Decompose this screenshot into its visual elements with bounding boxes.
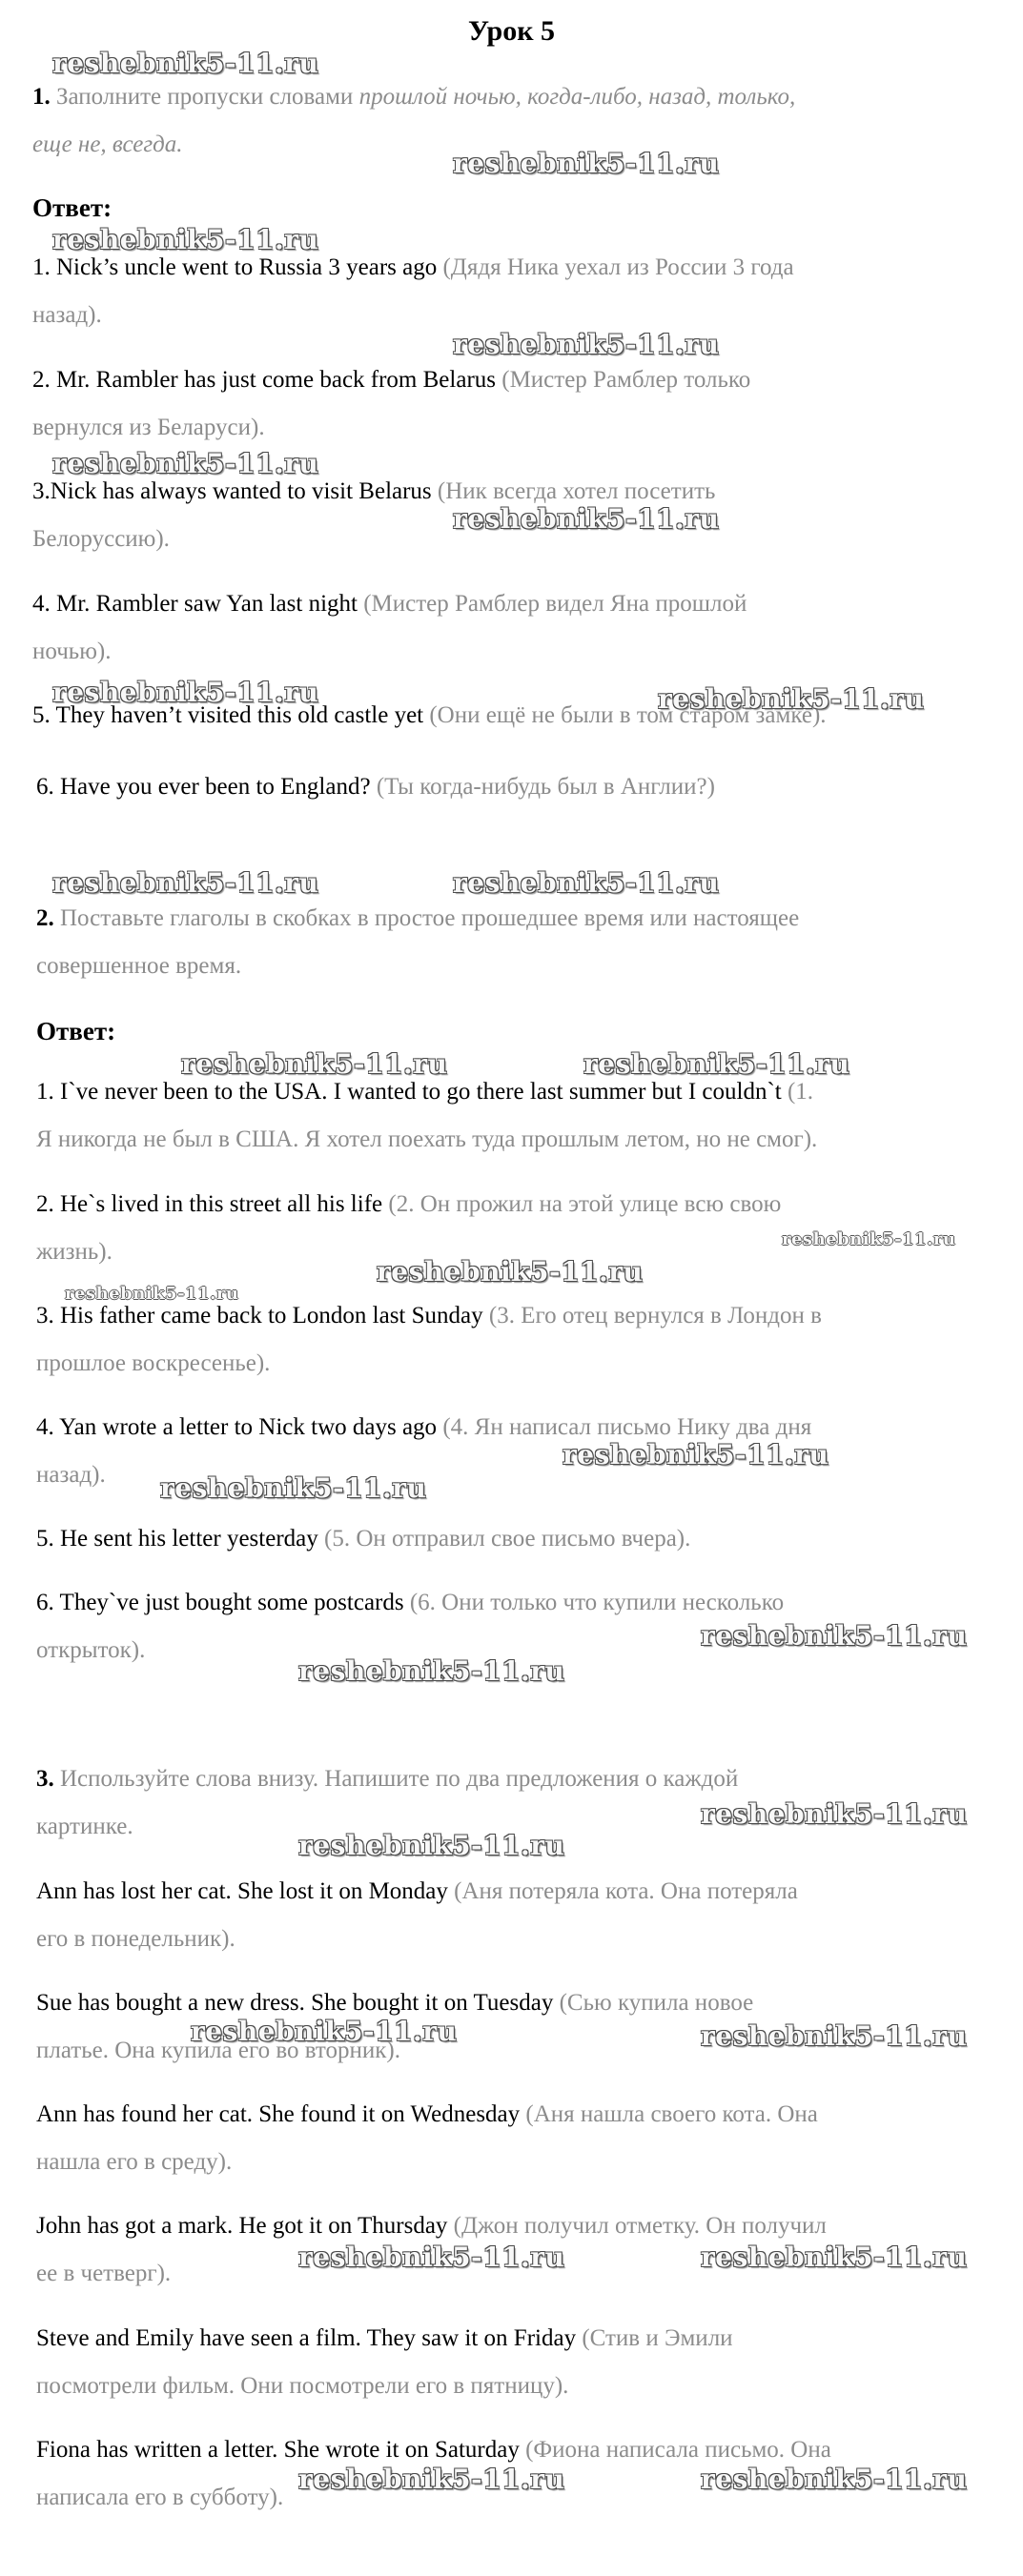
task1-item-4-cont: ночью). [32, 639, 112, 664]
task3-item-6 [36, 2437, 831, 2464]
item-en: 3.Nick has always wanted to visit Belarus [32, 478, 432, 504]
task2-number: 2. [36, 905, 54, 931]
item-en: Steve and Emily have seen a film. They saw it on Friday [36, 2325, 577, 2351]
watermark: reshebnik5-11.ru [191, 2016, 458, 2047]
watermark: reshebnik5-11.ru [52, 677, 319, 708]
task1-item-2-cont: вернулся из Беларуси). [32, 415, 265, 440]
task3-item-3-cont: нашла его в среду). [36, 2149, 233, 2175]
watermark: reshebnik5-11.ru [453, 329, 720, 360]
watermark: reshebnik5-11.ru [701, 2020, 968, 2052]
item-ru: (Мистер Рамблер только [501, 367, 751, 393]
watermark: reshebnik5-11.ru [453, 867, 720, 899]
item-en: 5. He sent his letter yesterday [36, 1526, 318, 1552]
item-ru: (Сью купила новое [559, 1990, 754, 2016]
item-ru: (Аня потеряла кота. Она потеряла [454, 1878, 798, 1904]
task2-prompt: Поставьте глаголы в скобках в простое прошедшее время или настоящее [60, 905, 800, 931]
task3-number: 3. [36, 1766, 54, 1792]
task1-item-4 [32, 591, 747, 618]
item-ru: (Мистер Рамблер видел Яна прошлой [363, 591, 747, 617]
task3-item-6-cont: написала его в субботу). [36, 2485, 284, 2510]
item-ru: (Ник всегда хотел посетить [437, 478, 716, 504]
watermark: reshebnik5-11.ru [701, 2241, 968, 2273]
task1-item-2 [32, 367, 750, 394]
watermark: reshebnik5-11.ru [701, 2464, 968, 2495]
item-en: Ann has found her cat. She found it on Wednesday [36, 2101, 521, 2127]
watermark: reshebnik5-11.ru [701, 1620, 968, 1652]
task1-item-6 [36, 774, 715, 801]
item-ru: (Фиона написала письмо. Она [525, 2437, 831, 2463]
watermark: reshebnik5-11.ru [298, 1655, 565, 1687]
item-ru: (1. [787, 1079, 814, 1105]
task1-words: прошлой ночью, когда-либо, назад, только, [358, 84, 796, 110]
task2-prompt-line1 [36, 905, 799, 932]
item-en: 1. Nick’s uncle went to Russia 3 years ago [32, 254, 438, 280]
task2-item-5 [36, 1526, 690, 1552]
watermark: reshebnik5-11.ru [701, 1798, 968, 1830]
watermark: reshebnik5-11.ru [160, 1472, 427, 1504]
task3-item-1-cont: его в понедельник). [36, 1926, 235, 1952]
task2-item-3 [36, 1303, 822, 1329]
item-en: 4. Mr. Rambler saw Yan last night [32, 591, 358, 617]
watermark: reshebnik5-11.ru [65, 1284, 239, 1304]
item-ru: (5. Он отправил свое письмо вчера). [324, 1526, 691, 1552]
item-en: John has got a mark. He got it on Thursday [36, 2213, 448, 2239]
item-ru: (3. Его отец вернулся в Лондон в [488, 1303, 822, 1329]
item-en: 4. Yan wrote a letter to Nick two days ago [36, 1414, 438, 1440]
watermark: reshebnik5-11.ru [52, 448, 319, 479]
item-en: 1. I`ve never been to the USA. I wanted to go there last summer but I couldn`t [36, 1079, 782, 1105]
item-en: 6. Have you ever been to England? [36, 774, 371, 800]
item-en: Sue has bought a new dress. She bought it on Tuesday [36, 1990, 554, 2016]
task3-item-4 [36, 2213, 827, 2240]
watermark: reshebnik5-11.ru [298, 2464, 565, 2495]
item-en: Fiona has written a letter. She wrote it on Saturday [36, 2437, 520, 2463]
watermark: reshebnik5-11.ru [181, 1048, 448, 1080]
task1-prompt-line1 [32, 84, 795, 111]
task2-item-6-cont: открыток). [36, 1637, 146, 1663]
item-ru: (6. Они только что купили несколько [409, 1590, 785, 1615]
item-en: 6. They`ve just bought some postcards [36, 1590, 404, 1615]
item-ru: (Аня нашла своего кота. Она [525, 2101, 818, 2127]
task2-item-4 [36, 1414, 811, 1441]
item-en: 3. His father came back to London last Sunday [36, 1303, 483, 1329]
task3-item-2 [36, 1990, 753, 2017]
task2-prompt-line2: совершенное время. [36, 953, 242, 979]
task1-item-1 [32, 254, 794, 281]
task2-item-1-cont: Я никогда не был в США. Я хотел поехать туда прошлым летом, но не смог). [36, 1126, 818, 1152]
watermark: reshebnik5-11.ru [453, 148, 720, 179]
item-ru: (Они ещё не были в том старом замке). [429, 702, 827, 728]
task3-item-1 [36, 1878, 798, 1905]
item-en: 5. They haven’t visited this old castle yet [32, 702, 424, 728]
item-en: Ann has lost her cat. She lost it on Monday [36, 1878, 448, 1904]
item-ru: (Ты когда-нибудь был в Англии?) [376, 774, 715, 800]
task3-prompt: Используйте слова внизу. Напишите по два предложения о каждой [60, 1766, 739, 1792]
task1-words-line2: еще не, всегда. [32, 132, 183, 157]
watermark: reshebnik5-11.ru [52, 48, 319, 79]
watermark: reshebnik5-11.ru [52, 224, 319, 255]
task1-answer-label: Ответ: [32, 193, 113, 222]
task2-item-1 [36, 1079, 813, 1105]
item-ru: (Джон получил отметку. Он получил [453, 2213, 827, 2239]
task3-item-5 [36, 2325, 733, 2352]
watermark: reshebnik5-11.ru [298, 1830, 565, 1861]
item-ru: (Стив и Эмили [582, 2325, 733, 2351]
task1-item-1-cont: назад). [32, 302, 102, 328]
task3-item-3 [36, 2101, 818, 2128]
task1-item-3-cont: Белоруссию). [32, 526, 170, 552]
task3-prompt-line2: картинке. [36, 1814, 133, 1839]
task1-prompt: Заполните пропуски словами [56, 84, 354, 110]
item-ru: (Дядя Ника уехал из России 3 года [442, 254, 794, 280]
page-title: Урок 5 [467, 15, 556, 47]
item-en: 2. Mr. Rambler has just come back from Belarus [32, 367, 496, 393]
task3-item-5-cont: посмотрели фильм. Они посмотрели его в пятницу). [36, 2373, 569, 2399]
task3-prompt-line1 [36, 1766, 738, 1793]
item-en: 2. He`s lived in this street all his life [36, 1191, 383, 1217]
task2-answer-label: Ответ: [36, 1017, 116, 1045]
watermark: reshebnik5-11.ru [563, 1439, 829, 1471]
watermark: reshebnik5-11.ru [658, 683, 925, 715]
watermark: reshebnik5-11.ru [453, 503, 720, 535]
watermark: reshebnik5-11.ru [52, 867, 319, 899]
task2-item-2 [36, 1191, 781, 1218]
item-ru: (2. Он прожил на этой улице всю свою [388, 1191, 782, 1217]
watermark: reshebnik5-11.ru [298, 2241, 565, 2273]
watermark: reshebnik5-11.ru [782, 1229, 956, 1249]
watermark: reshebnik5-11.ru [583, 1048, 850, 1080]
task3-item-4-cont: ее в четверг). [36, 2261, 172, 2286]
task2-item-6 [36, 1590, 784, 1616]
task1-number: 1. [32, 84, 51, 110]
task1-item-3 [32, 478, 715, 505]
task3-item-2-cont: платье. Она купила его во вторник). [36, 2038, 400, 2063]
item-ru: (4. Ян написал письмо Нику два дня [442, 1414, 812, 1440]
task2-item-4-cont: назад). [36, 1462, 106, 1488]
task2-item-3-cont: прошлое воскресенье). [36, 1350, 271, 1376]
task2-item-2-cont: жизнь). [36, 1239, 113, 1265]
watermark: reshebnik5-11.ru [377, 1256, 644, 1288]
